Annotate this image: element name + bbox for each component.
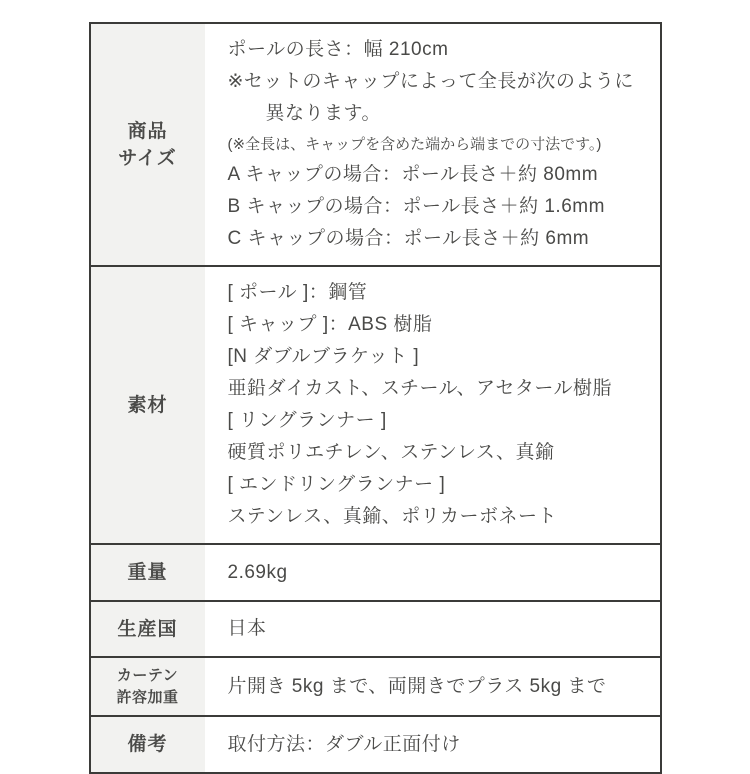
spec-content-line: ※セットのキャップによって全長が次のように (227, 71, 634, 92)
spec-row-weight (91, 545, 660, 602)
spec-content-line: 片開き 5kg まで、両開きでプラス 5kg まで (227, 675, 607, 697)
spec-label-line: 商品 (127, 120, 168, 142)
spec-label-line: 重量 (127, 562, 168, 583)
spec-content-line: 異なります。 (265, 103, 381, 124)
spec-content-line: [ リングランナー ] (227, 410, 387, 431)
spec-content-line: A キャップの場合：ポール長さ＋約 80mm (227, 164, 599, 185)
product-spec-table (89, 22, 662, 774)
spec-content-line: 亜鉛ダイカスト、スチール、アセタール樹脂 (227, 378, 612, 399)
spec-label-line: 素材 (127, 394, 168, 416)
spec-row-label (91, 602, 205, 656)
spec-row-product-size (91, 24, 660, 267)
spec-row-curtain-load-capacity (91, 658, 660, 717)
spec-row-content (205, 717, 660, 772)
spec-content-line: C キャップの場合：ポール長さ＋約 6mm (227, 228, 590, 249)
spec-content-line: [ キャップ ]：ABS 樹脂 (227, 314, 433, 335)
spec-content-line: 2.69kg (227, 561, 288, 583)
spec-content-line: (※全長は、キャップを含めた端から端までの寸法です。) (227, 136, 602, 153)
spec-row-content (205, 24, 660, 265)
spec-row-label (91, 717, 205, 772)
spec-row-country-of-origin (91, 602, 660, 658)
spec-label-line: 生産国 (117, 618, 178, 640)
spec-row-content (205, 658, 660, 715)
spec-row-label (91, 24, 205, 265)
spec-row-remarks (91, 717, 660, 772)
spec-row-label (91, 267, 205, 543)
spec-content-line: B キャップの場合：ポール長さ＋約 1.6mm (227, 196, 605, 217)
spec-row-label (91, 545, 205, 600)
spec-content-line: [ エンドリングランナー ] (227, 474, 446, 495)
spec-label-line: 備考 (127, 734, 168, 755)
spec-row-content (205, 545, 660, 600)
spec-row-content (205, 602, 660, 656)
spec-content-line: ポールの長さ：幅 210cm (227, 39, 449, 60)
spec-row-label (91, 658, 205, 715)
spec-content-line: 日本 (227, 618, 267, 639)
spec-content-line: ステンレス、真鍮、ポリカーボネート (227, 506, 558, 527)
spec-content-line: 取付方法：ダブル正面付け (227, 733, 461, 755)
spec-label-line: カーテン (116, 666, 179, 684)
spec-content-line: [N ダブルブラケット ] (227, 346, 420, 367)
spec-label-line: サイズ (118, 147, 177, 169)
spec-row-content (205, 267, 660, 543)
spec-label-line: 許容加重 (116, 688, 179, 706)
spec-row-material (91, 267, 660, 545)
spec-content-line: 硬質ポリエチレン、ステンレス、真鍮 (227, 442, 555, 463)
spec-content-line: [ ポール ]：鋼管 (227, 282, 368, 303)
